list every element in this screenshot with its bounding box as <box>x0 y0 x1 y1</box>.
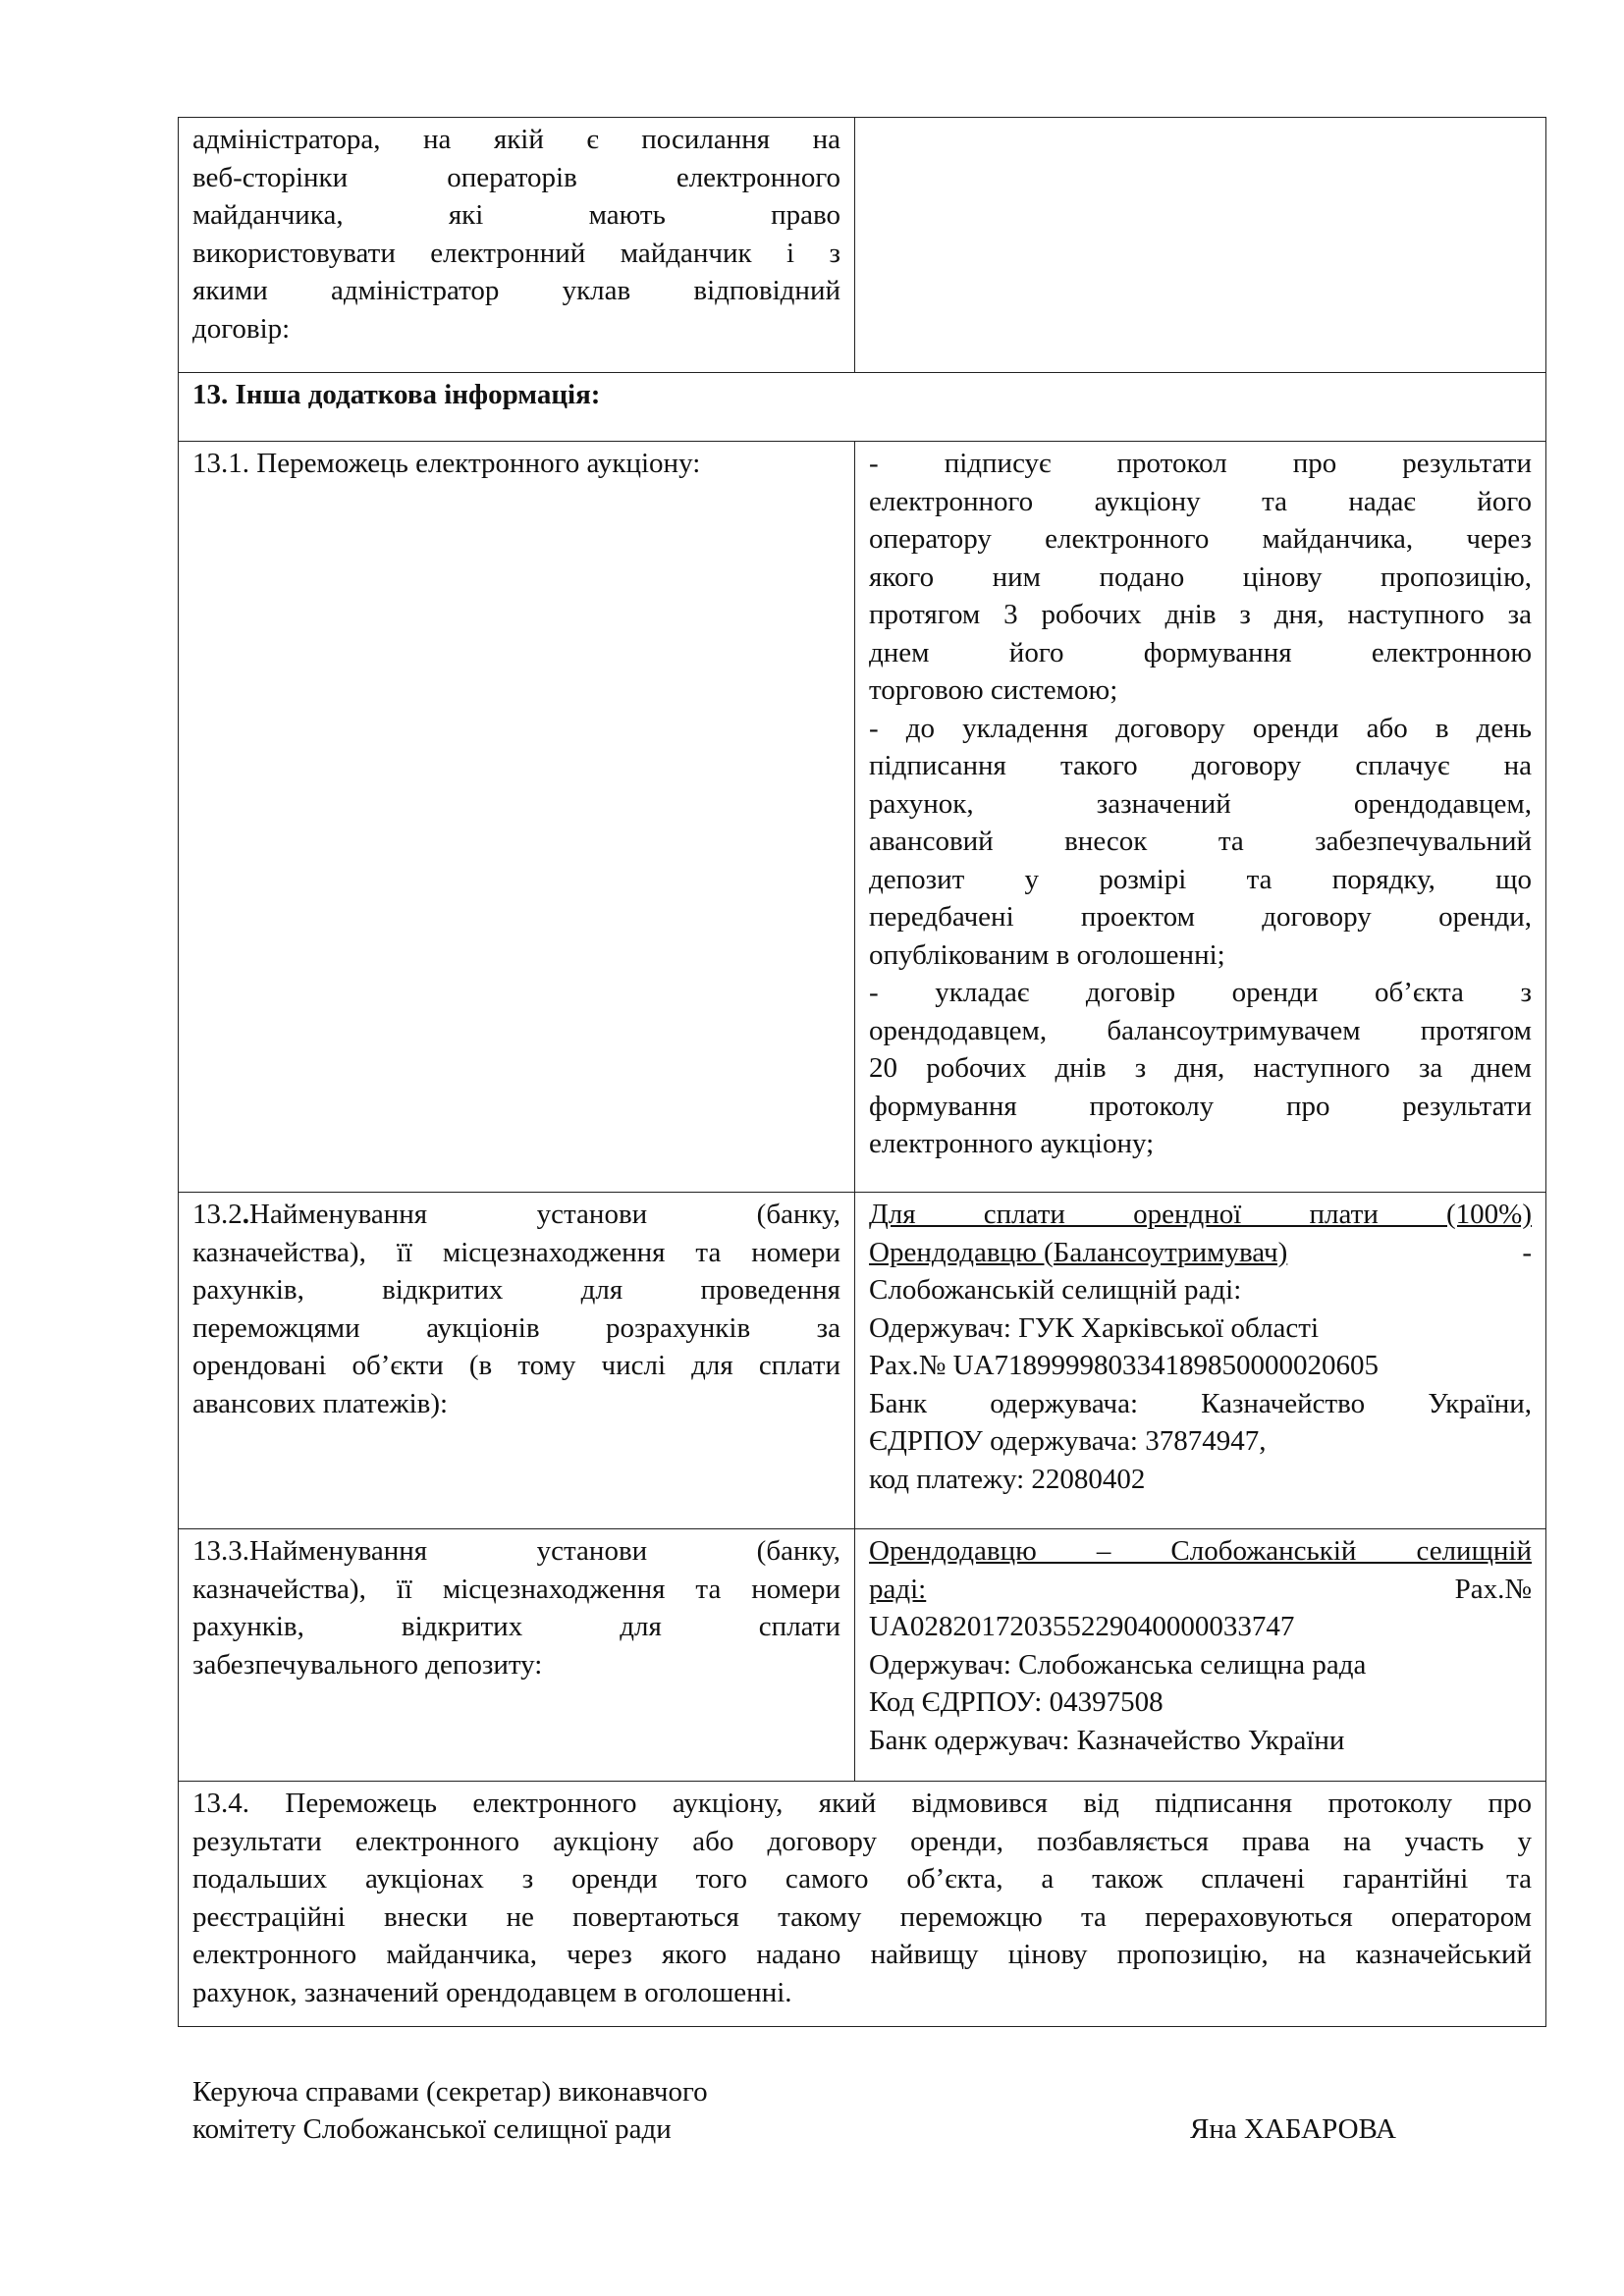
row-13-1-label: 13.1. Переможець електронного аукціону: <box>179 442 855 1193</box>
text-line: майданчика, які мають право <box>192 199 840 231</box>
text-line: авансових платежів): <box>192 1387 449 1419</box>
text-line: рахунок, зазначений орендодавцем в оголошенні. <box>192 1976 792 2008</box>
text-line: Одержувач: Слобожанська селищна рада <box>869 1648 1367 1681</box>
text-line: формування протоколу про результати <box>869 1090 1532 1122</box>
signature-title-line: комітету Слобожанської селищної ради <box>192 2113 672 2145</box>
recipient-heading: раді: <box>869 1573 927 1605</box>
row-13-4-text <box>179 1782 1546 2027</box>
text-line: Для сплати орендної плати (100%) <box>869 1199 1532 1230</box>
signature-title-line: Керуюча справами (секретар) виконавчого <box>192 2076 708 2108</box>
table-row <box>179 373 1546 442</box>
text-line: - підписує протокол про результати <box>869 448 1532 479</box>
text-line: використовувати електронний майданчик і з <box>192 237 840 269</box>
text-line: електронного майданчика, через якого надано найвищу цінову пропозицію, на казначейський <box>192 1939 1532 1970</box>
table-row <box>179 118 1546 373</box>
text-line: - до укладення договору оренди або в день <box>869 712 1532 744</box>
text-line: забезпечувального депозиту: <box>192 1648 543 1681</box>
text-line <box>869 1234 1532 1272</box>
dash: - <box>1522 1236 1532 1268</box>
text-line: Банк одержувача: Казначейство України, <box>869 1387 1532 1419</box>
text-line: орендодавцем, балансоутримувачем протягом <box>869 1014 1532 1046</box>
item-number-dot: . <box>242 1199 249 1230</box>
text-line: ЄДРПОУ одержувача: 37874947, <box>869 1425 1267 1457</box>
text-line: якими адміністратор уклав відповідний <box>192 275 840 306</box>
admin-right-cell <box>855 118 1546 373</box>
text-line: веб-сторінки операторів електронного <box>192 161 840 193</box>
item-number: 13.2 <box>192 1199 243 1230</box>
table-row <box>179 442 1546 1193</box>
text-line: Одержувач: ГУК Харківської області <box>869 1311 1320 1344</box>
admin-left-cell <box>179 118 855 373</box>
text-line: якого ним подано цінову пропозицію, <box>869 561 1532 593</box>
signature-name: Яна ХАБАРОВА <box>1190 2113 1396 2145</box>
text-line: 20 робочих днів з дня, наступного за днем <box>869 1052 1532 1084</box>
text-line: Слобожанській селищній раді: <box>869 1274 1242 1306</box>
text-line: Орендодавцю – Слобожанській селищній <box>869 1535 1532 1567</box>
text-line: підписання такого договору сплачує на <box>869 750 1532 781</box>
text-line: передбачені проектом договору оренди, <box>869 901 1532 933</box>
text-line: торговою системою; <box>869 674 1118 706</box>
text-line: реєстраційні внески не повертаються такому переможцю та перераховуються оператором <box>192 1900 1532 1933</box>
text-line: рахунків, відкритих для сплати <box>192 1611 840 1642</box>
text-line <box>192 1196 840 1234</box>
text-line: подальших аукціонах з оренди того самого об’єкта, а також сплачені гарантійні та <box>192 1863 1532 1895</box>
text-line: електронного аукціону; <box>869 1128 1155 1159</box>
section-heading: 13. Інша додаткова інформація: <box>179 373 1546 442</box>
text-line: авансовий внесок та забезпечувальний <box>869 826 1532 857</box>
text-line: орендовані об’єкти (в тому числі для сплати <box>192 1350 840 1381</box>
text-line: договір: <box>192 312 291 345</box>
text-line: 13.4. Переможець електронного аукціону, який відмовився від підписання протоколу про <box>192 1788 1532 1819</box>
text-line: Код ЄДРПОУ: 04397508 <box>869 1686 1164 1718</box>
text-line: рахунок, зазначений орендодавцем, <box>869 787 1532 820</box>
row-13-3-value <box>855 1529 1546 1782</box>
text-line: казначейства), її місцезнаходження та номери <box>192 1236 840 1268</box>
text-line: Рах.№ UA718999980334189850000020605 <box>869 1350 1380 1381</box>
text-line: UA028201720355229040000033747 <box>869 1611 1295 1642</box>
text-line <box>869 1571 1532 1609</box>
row-13-3-label <box>179 1529 855 1782</box>
text-line: електронного аукціону та надає його <box>869 485 1532 517</box>
table-row <box>179 1782 1546 2027</box>
recipient-heading: Орендодавцю (Балансоутримувач) <box>869 1236 1288 1268</box>
text-line: казначейства), її місцезнаходження та номери <box>192 1573 840 1605</box>
text-line: протягом 3 робочих днів з дня, наступного за <box>869 599 1532 630</box>
table-row <box>179 1193 1546 1529</box>
signature-position <box>192 2073 978 2148</box>
text-line: 13.3.Найменування установи (банку, <box>192 1535 840 1567</box>
item-title: Найменування установи (банку, <box>249 1199 840 1230</box>
text-line: депозит у розмірі та порядку, що <box>869 863 1532 895</box>
info-table <box>178 117 1546 2027</box>
text-line: - укладає договір оренди об’єкта з <box>869 977 1532 1008</box>
text-line: оператору електронного майданчика, через <box>869 523 1532 555</box>
text-line: рахунків, відкритих для проведення <box>192 1274 840 1306</box>
table-row <box>179 1529 1546 1782</box>
text-line: адміністратора, на якій є посилання на <box>192 124 840 155</box>
row-13-2-value <box>855 1193 1546 1529</box>
row-13-2-label <box>179 1193 855 1529</box>
text-line: днем його формування електронною <box>869 636 1532 668</box>
row-13-1-value <box>855 442 1546 1193</box>
text-line: переможцями аукціонів розрахунків за <box>192 1311 840 1344</box>
text-line: результати електронного аукціону або договору оренди, позбавляється права на участь у <box>192 1825 1532 1857</box>
account-label: Рах.№ <box>1454 1573 1532 1605</box>
text-line: опублікованим в оголошенні; <box>869 938 1225 971</box>
text-line: Банк одержувач: Казначейство України <box>869 1724 1345 1756</box>
text-line: код платежу: 22080402 <box>869 1463 1146 1495</box>
